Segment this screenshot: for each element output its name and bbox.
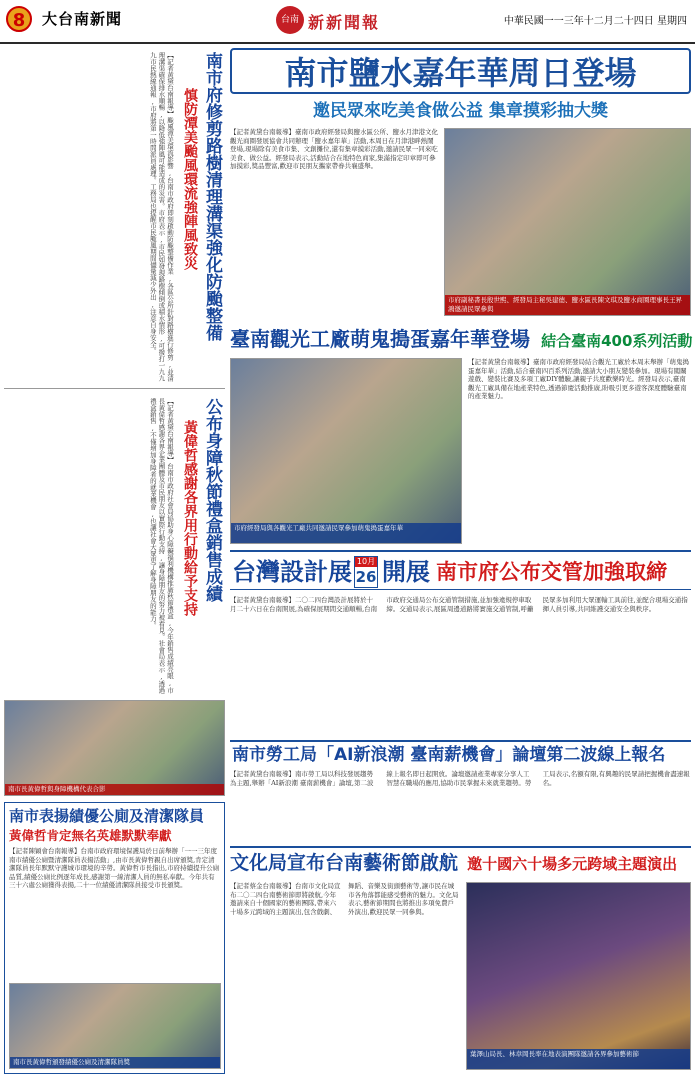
logo-seal: 台南 [276,6,304,34]
article-title: 文化局宣布台南藝術節啟航 [230,852,459,874]
article-title-suffix: 結合臺南400系列活動 [541,332,693,350]
article-title-left: 台灣設計展 [232,558,352,586]
article-body-typhoon: 【記者黃黛台南報導】颱風潭美環流影響,台南市政府即刻啟動防颱整備作業,各區公所針對路樹進行修剪,並清理溝渠確保排水順暢,以降低強陣風可能造成的災害。市府表示,市民如發現路樹傾倒或積水情形,可撥打一九九九市民熱線通報,市府將第一時間派員處理。工務局也提醒市民颱風期間儘量減少外出,注意自身安全。 [148,52,174,382]
photo-caption: 葉澤山局長、林韋岡長率在地表演團隊邀請各界參加藝術節 [467,1049,690,1069]
article-body-toilet-award: 【記者陳穎會台南報導】台南市政府環境保護局於日前舉辦「一一三年度南市績優公廁暨清潔隊員表揚活動」,由市長黃偉哲親自出席頒獎,肯定清潔隊員長年默默守護城市環境的辛勞。黃偉哲市長指出,市府持續提升公廁品質,績優公廁比例逐年成長,感謝第一線清潔人員的無私奉獻。今年共有三十六處公廁獲得表揚,二十一位績優清潔隊員接受市長頒獎。 [9,847,220,890]
article-title-disability-gifts: 公布身障秋節禮盒銷售成績 [202,398,222,602]
photo-caption: 南市長黃偉哲頒發績優公廁及清潔隊員獎 [10,1057,220,1068]
page-number: 8 [6,6,32,32]
paper-name: 大台南新聞 [42,10,123,28]
article-body: 【記者黃黛台南報導】臺南市政府經發局與鹽水區公所、鹽水月津港文化觀光商圈發展協會共同辦理「鹽水嘉年華」活動,本周日在月津港畔熱鬧登場,現場除有美食市集、文創攤位,還有集章摸彩活動,邀請民眾一同來吃美食、做公益。經發局表示,活動結合在地特色商家,集滿指定印章即可參加摸彩,獎品豐富,歡迎市民朋友攜家帶眷共襄盛舉。 [230,128,438,171]
article-title-tree-trimming: 南市府修剪路樹清理溝渠強化防颱整備 [202,52,222,341]
date-badge-month: 10月 [356,557,376,566]
photo-caption: 南市長黃偉哲與身障機構代表合影 [5,784,224,795]
article-arts-festival [230,846,691,1074]
photo-factory-event [230,358,462,544]
headline-row [230,550,691,590]
photo-caption: 市府副秘書長殷世熙、經發局主秘吳建德、鹽水區長陳文琪及鹽水商圈理事長王昇鴻邀請民眾參與 [445,295,690,315]
photo-carnival [444,128,691,316]
logo-text: 新新聞報 [308,13,381,32]
headline-row [230,846,691,876]
article-ai-forum [230,740,691,842]
article-title-right: 南市府公布交管加強取締 [436,560,667,584]
photo-caption: 市府經發局與各觀光工廠共同邀請民眾參加萌鬼搗蛋嘉年華 [231,523,461,543]
headline-banner [230,48,691,94]
issue-date: 中華民國一一三年十二月二十四日 星期四 [503,16,687,27]
article-yanshui-carnival [230,48,691,320]
article-subtitle-unsung-heroes: 黃偉哲肯定無名英雄默默奉獻 [9,828,172,843]
date-badge [354,556,378,588]
photo-arts-festival [466,882,691,1070]
article-title-toilet-award: 南市表揚績優公廁及清潔隊員 [9,807,205,825]
article-title-suffix: 邀十國六十場多元跨域主題演出 [467,855,678,873]
article-title-mid: 開展 [382,558,430,586]
article-subtitle: 邀民眾來吃美食做公益 集章摸彩抽大獎 [313,101,608,121]
headline-row [230,324,691,354]
left-column [4,48,225,798]
photo-disability-event [4,700,225,796]
article-title: 南市鹽水嘉年華周日登場 [284,54,637,92]
article-body-disability: 【記者黃黛台南報導】台南市政府社會局協助身心障礙福利機構推廣秋節禮盒,今年銷售成績亮眼,市長黃偉哲感謝各界企業團體及市民朋友以實際行動支持,讓身障朋友的努力被看見。社會局表示,透過禮盒銷售,不僅增加身障者的就業機會,也讓社會大眾更了解身障朋友的能力。 [148,398,174,694]
headline-row [230,740,691,766]
newspaper-logo [270,4,420,36]
article-body: 【記者黃黛台南報導】南市勞工局以科技發展趨勢為主題,舉辦「AI新浪潮 臺南薪機會」論壇,第二波線上報名即日起開放。論壇邀請產業專家分享人工智慧在職場的應用,協助市民掌握未來就業趨勢。勞工局表示,名額有限,有興趣的民眾請把握機會盡速報名。 [230,770,690,787]
page-header [0,0,695,44]
cleanliness-award-box [4,802,225,1074]
article-factory-halloween [230,324,691,546]
article-title: 南市勞工局「AI新浪潮 臺南薪機會」論壇第二波線上報名 [232,745,666,765]
photo-award-ceremony [9,983,221,1069]
article-body: 【記者黃黛台南報導】臺南市政府經發局結合觀光工廠於本周末舉辦「萌鬼搗蛋嘉年華」活動,結合臺南四百系列活動,邀請大小朋友變裝參加。現場有闖關遊戲、變裝比賽及多項工廠DIY體驗,讓親子共度歡樂時光。經發局表示,臺南觀光工廠具備在地產業特色,透過節慶活動推廣,盼吸引更多遊客深度體驗臺南的產業魅力。 [468,358,689,401]
article-body: 【記者黃黛台南報導】二〇二四台灣設計展將於十月二十六日在台南開展,為確保展期間交通順暢,台南市政府交通局公布交通管制措施,並加強違規停車取締。交通局表示,展區周邊道路將實施交通管制,呼籲民眾多加利用大眾運輸工具前往,並配合現場交通指揮人員引導,共同維護交通安全與秩序。 [230,596,688,613]
divider [4,388,225,389]
article-design-expo [230,550,691,736]
date-badge-day: 26 [355,568,377,586]
article-body: 【記者蔡金台南報導】台南市文化局宣布二〇二四台南藝術節即將啟航,今年邀請來自十個國家的藝術團隊,帶來六十場多元跨域的主題演出,包含戲劇、舞蹈、音樂及街頭藝術等,讓市民在城市各角落都能感受藝術的魅力。文化局表示,藝術節期間也將推出多項免費戶外演出,歡迎民眾一同參與。 [230,882,459,916]
article-subtitle-typhoon: 慎防潭美颱風環流強陣風致災 [182,88,198,270]
article-title: 臺南觀光工廠萌鬼搗蛋嘉年華登場 [230,327,530,351]
article-subtitle-thanks: 黃偉哲感謝各界用行動給予支持 [182,420,198,616]
